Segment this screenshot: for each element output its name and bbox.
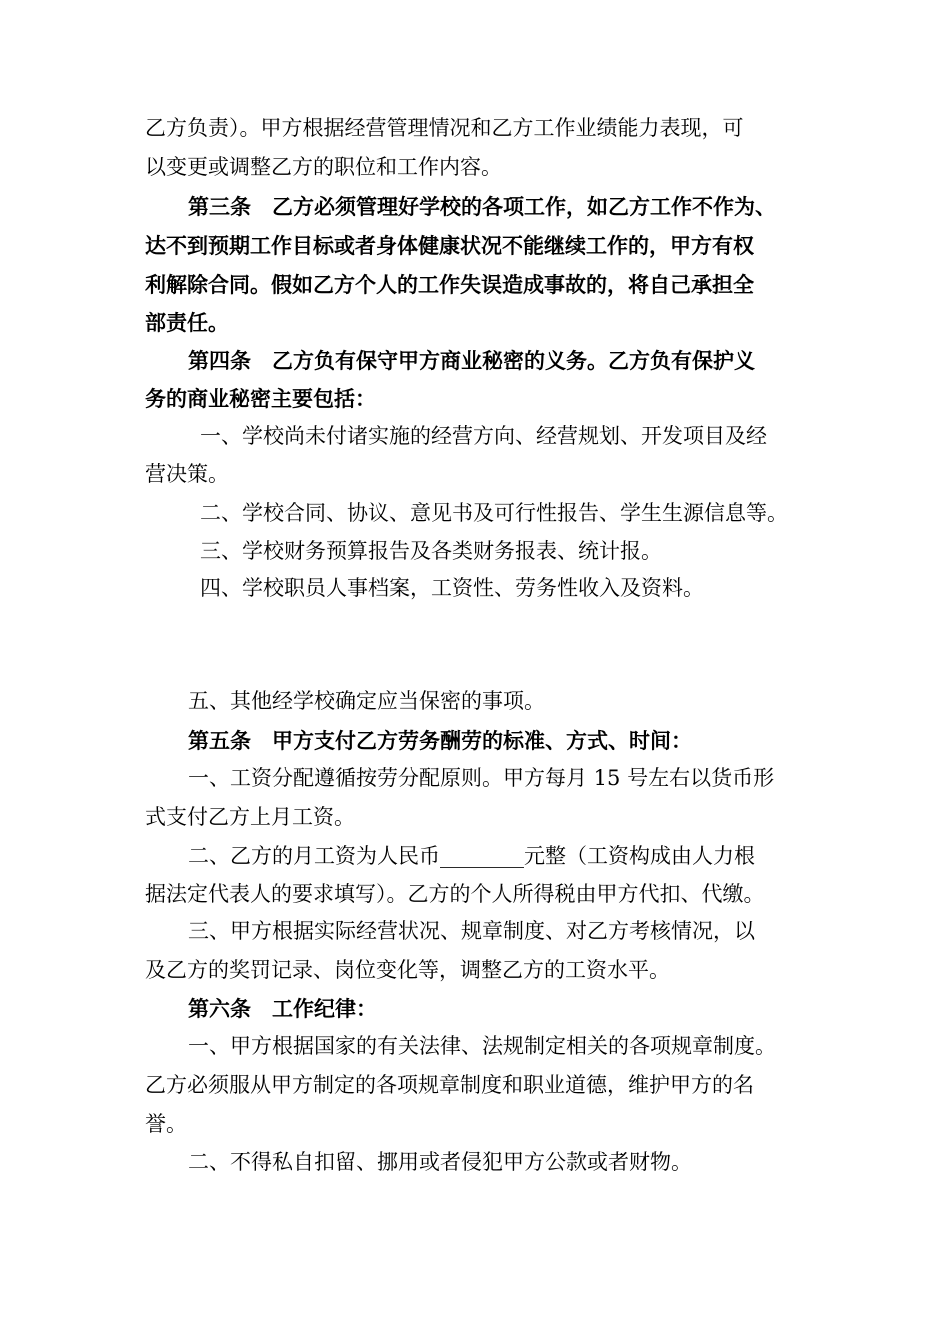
text-line: 乙方负责）。甲方根据经营管理情况和乙方工作业绩能力表现，可 [145,116,744,140]
article-3-heading: 第三条 乙方必须管理好学校的各项工作，如乙方工作不作为、 [188,194,776,219]
text-line: 式支付乙方上月工资。 [145,805,355,829]
list-item: 一、学校尚未付诸实施的经营方向、经营规划、开发项目及经 [200,424,767,448]
article-5-heading: 第五条 甲方支付乙方劳务酬劳的标准、方式、时间： [188,728,692,753]
list-item: 四、学校职员人事档案，工资性、劳务性收入及资料。 [200,576,704,600]
list-item: 三、甲方根据实际经营状况、规章制度、对乙方考核情况，以 [188,919,755,943]
text-line: 以变更或调整乙方的职位和工作内容。 [145,155,502,179]
article-6-heading: 第六条 工作纪律： [188,996,377,1021]
list-item: 二、乙方的月工资为人民币________元整（工资构成由人力根 [188,844,755,868]
list-item: 二、学校合同、协议、意见书及可行性报告、学生生源信息等。 [200,501,788,525]
list-item: 一、甲方根据国家的有关法律、法规制定相关的各项规章制度。 [188,1034,776,1058]
text-line: 乙方必须服从甲方制定的各项规章制度和职业道德，维护甲方的名 [145,1073,754,1097]
text-line: 部责任。 [145,310,229,335]
article-4-heading: 第四条 乙方负有保守甲方商业秘密的义务。乙方负有保护义 [188,348,755,373]
text-line: 利解除合同。假如乙方个人的工作失误造成事故的，将自己承担全 [145,272,754,297]
text-line: 誉。 [145,1112,187,1136]
text-line: 据法定代表人的要求填写）。乙方的个人所得税由甲方代扣、代缴。 [145,882,765,906]
list-item: 二、不得私自扣留、挪用或者侵犯甲方公款或者财物。 [188,1150,692,1174]
text-line: 达不到预期工作目标或者身体健康状况不能继续工作的，甲方有权 [145,233,754,258]
text-line: 营决策。 [145,462,229,486]
list-item: 三、学校财务预算报告及各类财务报表、统计报。 [200,539,662,563]
text-line: 务的商业秘密主要包括： [145,386,376,411]
list-item: 五、其他经学校确定应当保密的事项。 [188,689,545,713]
text-line: 及乙方的奖罚记录、岗位变化等，调整乙方的工资水平。 [145,958,670,982]
list-item: 一、工资分配遵循按劳分配原则。甲方每月 15 号左右以货币形 [188,766,775,790]
